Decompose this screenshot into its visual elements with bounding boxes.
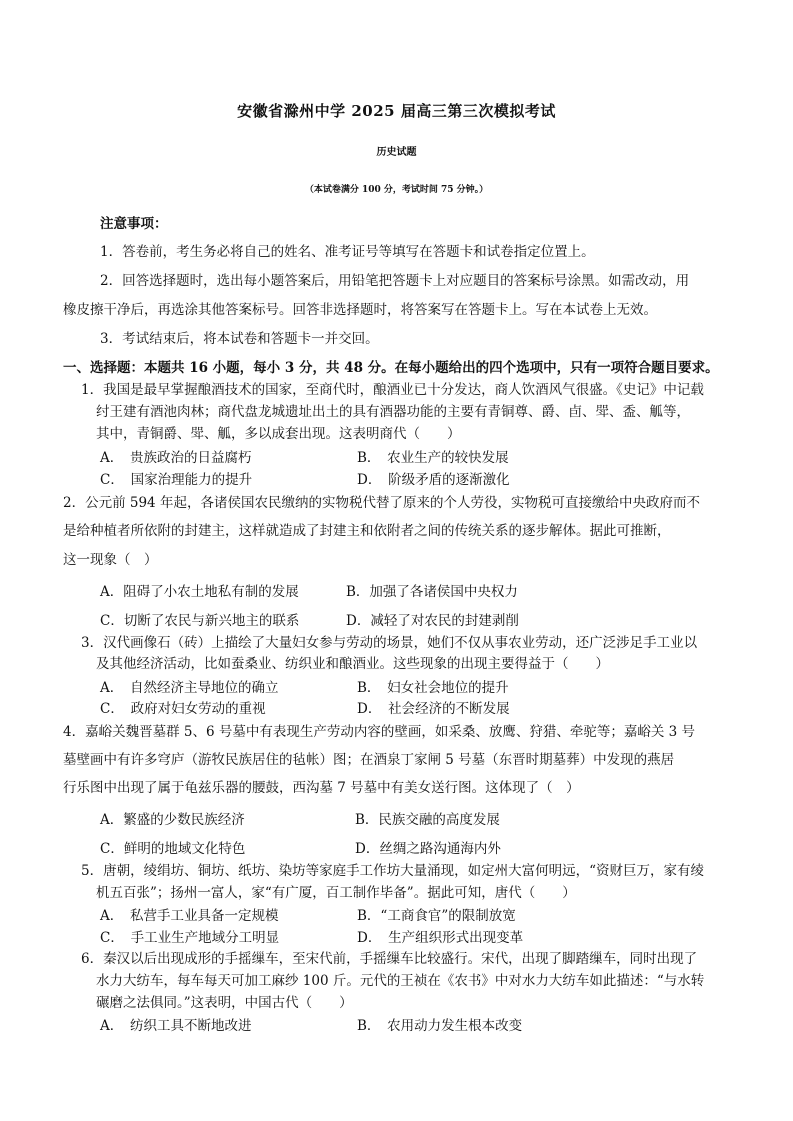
option-a: A． 纺织工具不断地改进	[100, 1018, 252, 1034]
option-a: A． 贵族政治的日益腐朽	[100, 450, 252, 466]
option-d: D．减轻了对农民的封建剥削	[346, 613, 519, 629]
question-line: 这一现象（ ）	[63, 552, 158, 568]
option-b: B． 农用动力发生根本改变	[357, 1018, 523, 1034]
section-heading: 一、选择题：本题共 16 小题，每小 3 分，共 48 分。在每小题给出的四个选项中，只有一项符合题目要求。	[63, 360, 719, 376]
question-line: 是给种植者所依附的封建主，这样就造成了封建主和依附者之间的传统关系的逐步解体。据此可推断，	[63, 523, 671, 539]
question-line: 2．公元前 594 年起，各诸侯国农民缴纳的实物税代替了原来的个人劳役，实物税可直接缴给中央政府而不	[63, 495, 700, 511]
exam-title: 安徽省滁州中学 2025 届高三第三次模拟考试	[237, 102, 556, 120]
question-line: 及其他经济活动，比如蚕桑业、纺织业和酿酒业。这些现象的出现主要得益于（ ）	[96, 656, 609, 672]
option-d: D． 社会经济的不断发展	[357, 701, 510, 717]
option-b: B． 农业生产的较快发展	[357, 450, 509, 466]
question-line: 1．我国是最早掌握酿酒技术的国家，至商代时，酿酒业已十分发达，商人饮酒风气很盛。《史记》中记载	[81, 382, 704, 398]
question-line: 纣王建有酒池肉林；商代盘龙城遗址出土的具有酒器功能的主要有青铜尊、爵、卣、斝、盉、觚等，	[96, 404, 690, 420]
question-line: 6．秦汉以后出现成形的手摇缫车，至宋代前，手摇缫车比较盛行。宋代，出现了脚踏缫车，同时出现了	[81, 951, 698, 967]
option-c: C． 手工业生产地域分工明显	[100, 930, 280, 946]
question-line: 水力大纺车，每车每天可加工麻纱 100 斤。元代的王祯在《农书》中对水力大纺车如此描述：“与水转	[96, 973, 705, 989]
option-d: D．丝绸之路沟通海内外	[355, 841, 501, 857]
notice-item: 1．答卷前，考生务必将自己的姓名、准考证号等填写在答题卡和试卷指定位置上。	[100, 244, 595, 260]
option-d: D． 生产组织形式出现变革	[357, 930, 524, 946]
option-a: A． 私营手工业具备一定规模	[100, 908, 279, 924]
question-line: 墓壁画中有许多穹庐（游牧民族居住的毡帐）图；在酒泉丁家闸 5 号墓（东晋时期墓葬）中发现的燕居	[63, 752, 675, 768]
option-c: C． 政府对妇女劳动的重视	[100, 701, 266, 717]
question-line: 碾磨之法俱同。”这表明，中国古代（ ）	[96, 995, 353, 1011]
question-line: 行乐图中出现了属于龟兹乐器的腰鼓，西沟墓 7 号墓中有美女送行图。这体现了（ ）	[63, 780, 580, 796]
option-c: C．切断了农民与新兴地主的联系	[100, 613, 300, 629]
question-line: 其中，青铜爵、斝、觚，多以成套出现。这表明商代（ ）	[96, 426, 461, 442]
question-line: 3．汉代画像石（砖）上描绘了大量妇女参与劳动的场景，她们不仅从事农业劳动，还广泛涉足手工业以	[81, 635, 698, 651]
option-a: A．繁盛的少数民族经济	[100, 812, 245, 828]
option-c: C． 国家治理能力的提升	[100, 472, 253, 488]
question-line: 机五百张”；扬州一富人，家“有广厦，百工制作毕备”。据此可知，唐代（ ）	[96, 885, 576, 901]
subject-title: 历史试题	[376, 147, 417, 158]
option-a: A． 自然经济主导地位的确立	[100, 680, 279, 696]
option-b: B．民族交融的高度发展	[355, 812, 500, 828]
option-b: B．加强了各诸侯国中央权力	[346, 584, 518, 600]
notice-item: 橡皮擦干净后，再选涂其他答案标号。回答非选择题时，将答案写在答题卡上。写在本试卷上无效。	[63, 302, 657, 318]
option-b: B．“工商食官”的限制放宽	[357, 908, 516, 924]
notice-heading: 注意事项：	[100, 216, 168, 232]
option-d: D． 阶级矛盾的逐渐激化	[357, 472, 510, 488]
notice-item: 3．考试结束后，将本试卷和答题卡一并交回。	[100, 331, 379, 347]
question-line: 4．嘉峪关魏晋墓群 5、6 号墓中有表现生产劳动内容的壁画，如采桑、放鹰、狩猎、牵驼等；嘉峪关 3 号	[63, 724, 696, 740]
option-a: A．阻碍了小农土地私有制的发展	[100, 584, 299, 600]
option-b: B． 妇女社会地位的提升	[357, 680, 509, 696]
exam-info: （本试卷满分 100 分，考试时间 75 分钟。）	[304, 185, 489, 195]
option-c: C．鲜明的地域文化特色	[100, 841, 246, 857]
question-line: 5．唐朝，绫绢坊、铜坊、纸坊、染坊等家庭手工作坊大量涌现，如定州大富何明远，“资财巨万，家有绫	[81, 863, 704, 879]
notice-item: 2．回答选择题时，选出每小题答案后，用铅笔把答题卡上对应题目的答案标号涂黑。如需改动，用	[100, 273, 690, 289]
